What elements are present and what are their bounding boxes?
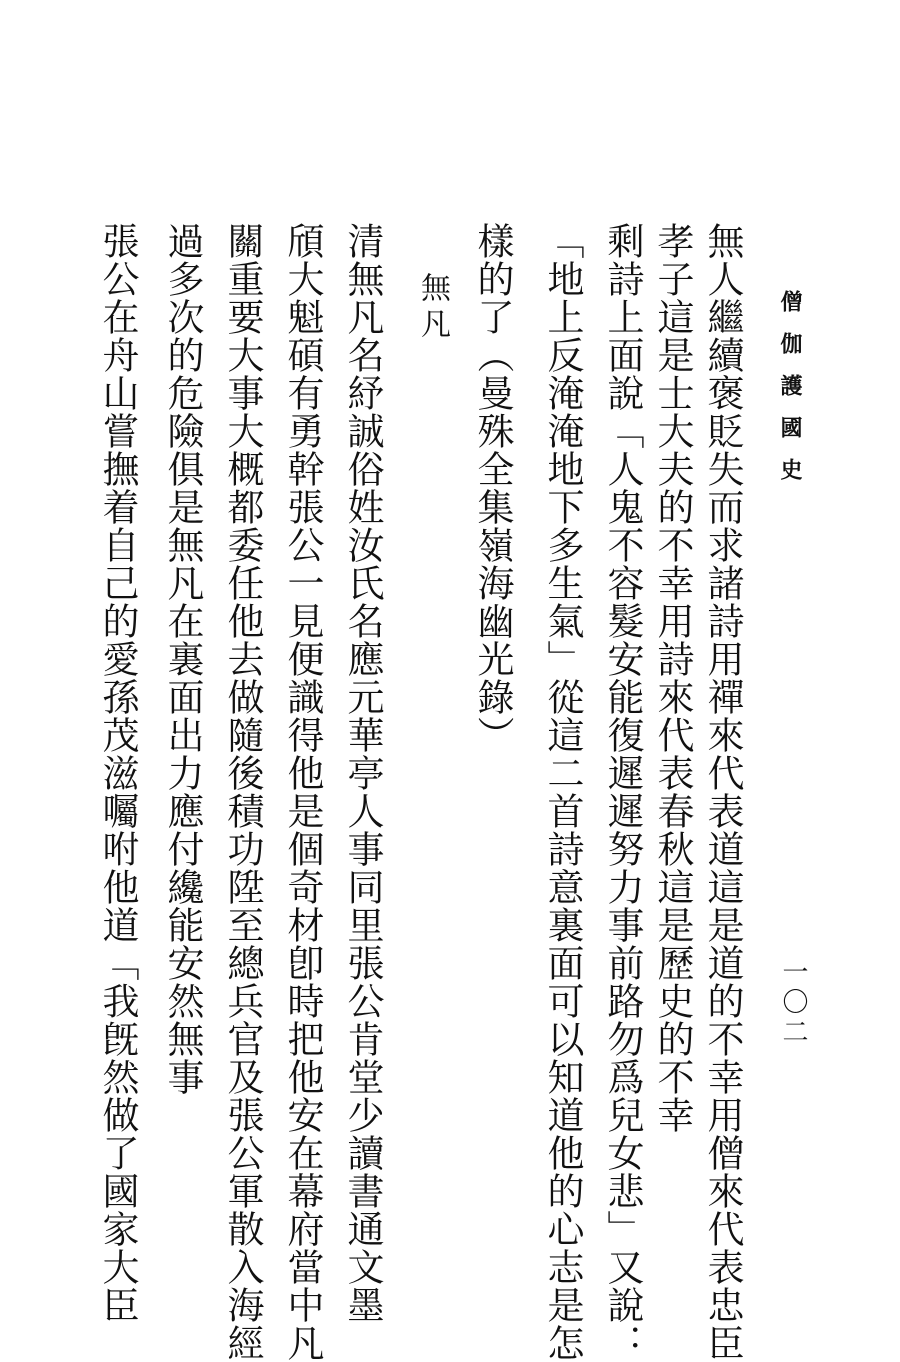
text-column-10: 過多次的危險俱是無凡在裏面出力應付纔能安然無事 bbox=[161, 222, 204, 1096]
text-column-4: 「地上反淹淹地下多生氣」從這二首詩意裏面可以知道他的心志是怎 bbox=[541, 222, 584, 1362]
text-column-5: 樣的了（曼殊全集嶺海幽光錄） bbox=[471, 222, 514, 754]
running-title: 僧伽護國史 bbox=[777, 290, 803, 500]
text-column-2: 孝子這是士大夫的不幸用詩來代表春秋這是歷史的不幸 bbox=[651, 222, 694, 1134]
text-column-11: 張公在舟山嘗撫着自己的愛孫茂滋囑咐他道「我旣然做了國家大臣 bbox=[96, 222, 139, 1324]
text-column-8: 頎大魁碩有勇幹張公一見便識得他是個奇材卽時把他安在幕府當中凡 bbox=[281, 222, 324, 1362]
text-column-7: 清無凡名紓誠俗姓汝氏名應元華亭人事同里張公肯堂少讀書通文墨 bbox=[341, 222, 384, 1324]
page-number: 一〇二 bbox=[778, 958, 808, 1048]
text-column-1: 無人繼續褒貶失而求諸詩用禪來代表道這是道的不幸用僧來代表忠臣 bbox=[701, 222, 744, 1362]
text-column-9: 關重要大事大概都委任他去做隨後積功陞至總兵官及張公軍散入海經 bbox=[221, 222, 264, 1362]
section-heading: 無凡 bbox=[415, 272, 450, 344]
text-column-3: 剩詩上面說「人鬼不容髮安能復遲遲努力事前路勿爲兒女悲」又說： bbox=[601, 222, 644, 1362]
